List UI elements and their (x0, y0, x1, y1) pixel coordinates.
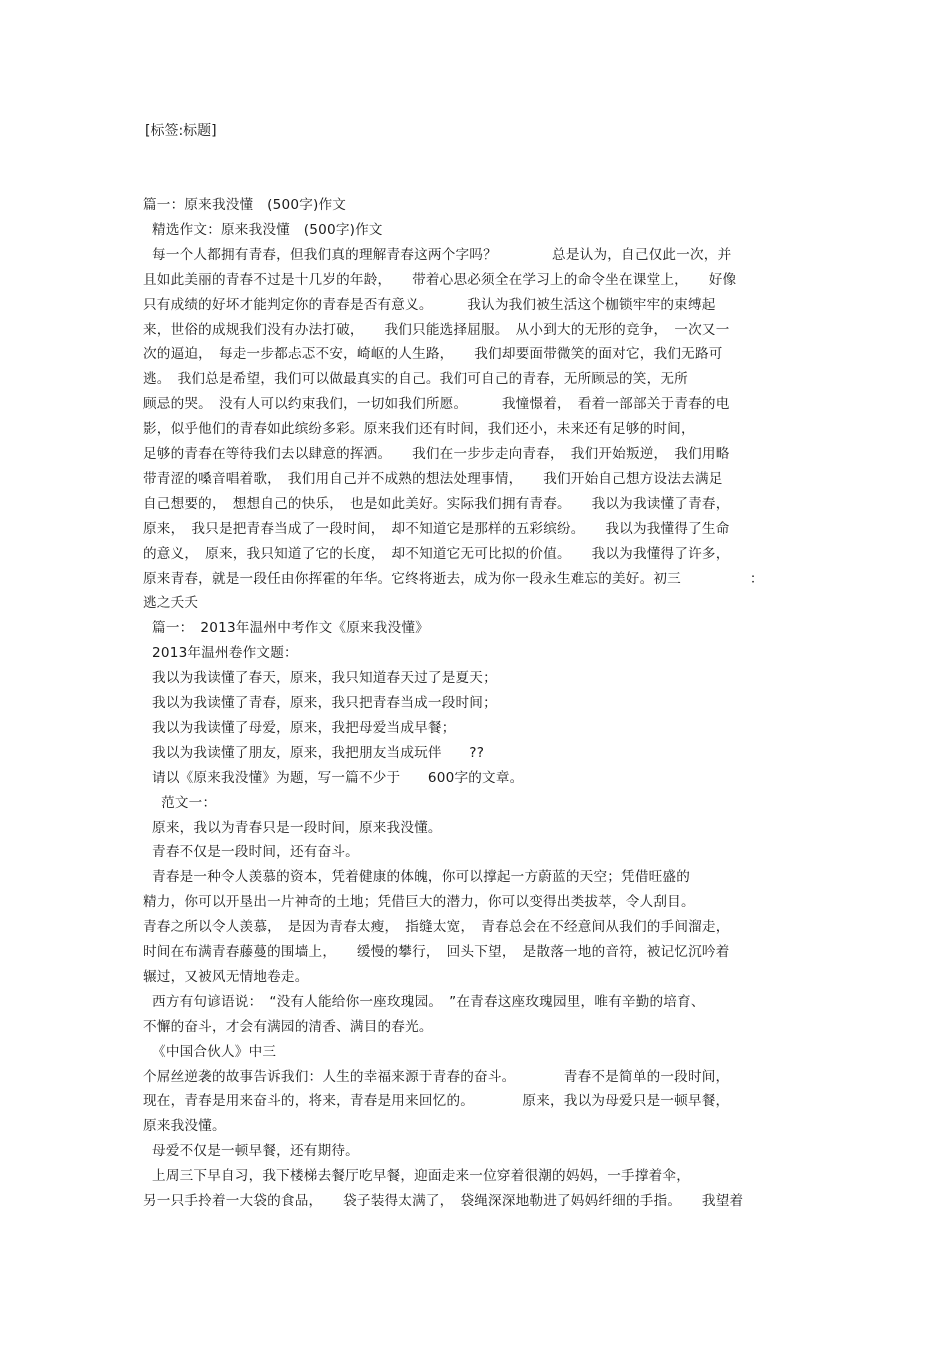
text-line: 影，似乎他们的青春如此缤纷多彩。原来我们还有时间，我们还小，未来还有足够的时间， (143, 421, 695, 438)
text-line: 母爱不仅是一顿早餐，还有期待。 (143, 1143, 359, 1160)
text-line: 逃。 我们总是希望，我们可以做最真实的自己。我们可自己的青春，无所顾忌的笑，无所 (143, 371, 688, 388)
text-line: 篇一： 2013年温州中考作文《原来我没懂》 (143, 620, 429, 637)
text-line: 《中国合伙人》中三 (143, 1043, 277, 1060)
text-line: 2013年温州卷作文题： (143, 645, 298, 662)
tag-label: [标签:标题] (145, 123, 217, 139)
text-line: 逃之夭夭 (143, 595, 199, 612)
text-line: 原来， 我只是把青春当成了一段时间， 却不知道它是那样的五彩缤纷。 我以为我懂得了生命 (143, 520, 730, 537)
text-line: 个屌丝逆袭的故事告诉我们：人生的幸福来源于青春的奋斗。 青春不是简单的一段时间， (143, 1068, 730, 1085)
text-line: 青春不仅是一段时间，还有奋斗。 (143, 844, 359, 861)
text-line: 青春之所以令人羡慕， 是因为青春太瘦， 指缝太宽， 青春总会在不经意间从我们的手间溜走， (143, 919, 730, 936)
text-line: 精选作文：原来我没懂 (500字)作文 (143, 221, 383, 238)
text-line: 顾忌的哭。 没有人可以约束我们，一切如我们所愿。 我憧憬着， 看着一部部关于青春的电 (143, 396, 730, 413)
text-line: 篇一：原来我没懂 (500字)作文 (143, 197, 347, 213)
text-line: 带青涩的嗓音唱着歌， 我们用自己并不成熟的想法处理事情， 我们开始自己想方设法去满足 (143, 470, 723, 487)
text-line: 不懈的奋斗，才会有满园的清香、满目的春光。 (143, 1018, 433, 1035)
text-line: 精力，你可以开垦出一片神奇的土地；凭借巨大的潜力，你可以变得出类拔萃，令人刮目。 (143, 894, 695, 911)
text-line: 我以为我读懂了母爱，原来，我把母爱当成早餐； (143, 719, 456, 736)
text-line: 且如此美丽的青春不过是十几岁的年龄， 带着心思必须全在学习上的命令坐在课堂上， 好像 (143, 271, 737, 288)
text-line: 我以为我读懂了青春，原来，我只把青春当成一段时间； (143, 695, 497, 711)
text-line: 我以为我读懂了春天，原来，我只知道春天过了是夏天； (143, 670, 497, 687)
text-line: 每一个人都拥有青春，但我们真的理解青春这两个字吗？ 总是认为，自己仅此一次，并 (143, 246, 732, 263)
text-line: 时间在布满青春藤蔓的围墙上， 缓慢的攀行， 回头下望， 是散落一地的音符，被记忆沉吟着 (143, 944, 730, 960)
text-line: 足够的青春在等待我们去以肆意的挥洒。 我们在一步步走向青春， 我们开始叛逆， 我们用略 (143, 446, 730, 462)
text-line: 现在，青春是用来奋斗的，将来，青春是用来回忆的。 原来，我以为母爱只是一顿早餐， (143, 1093, 730, 1110)
text-line: 我以为我读懂了朋友，原来，我把朋友当成玩伴 ?? (143, 744, 485, 761)
text-line: 请以《原来我没懂》为题，写一篇不少于 600字的文章。 (143, 769, 524, 786)
text-line: 来，世俗的成规我们没有办法打破， 我们只能选择屈服。 从小到大的无形的竞争， 一次又一 (143, 321, 730, 338)
text-line: 另一只手拎着一大袋的食品， 袋子装得太满了， 袋绳深深地勒进了妈妈纤细的手指。 我望着 (143, 1193, 744, 1209)
text-line: 自己想要的， 想想自己的快乐， 也是如此美好。实际我们拥有青春。 我以为我读懂了青春， (143, 495, 730, 512)
text-line: 原来我没懂。 (143, 1118, 226, 1135)
text-line: 只有成绩的好坏才能判定你的青春是否有意义。 我认为我们被生活这个枷锁牢牢的束缚起 (143, 296, 716, 313)
text-line: 西方有句谚语说： “没有人能给你一座玫瑰园。 ”在青春这座玫瑰园里，唯有辛勤的培育、 (143, 993, 705, 1010)
text-line: 上周三下早自习，我下楼梯去餐厅吃早餐，迎面走来一位穿着很潮的妈妈，一手撑着伞， (143, 1168, 690, 1185)
text-line: 原来青春，就是一段任由你挥霍的年华。它终将逝去，成为你一段永生难忘的美好。初三 ： (143, 570, 764, 587)
text-line: 的意义， 原来，我只知道了它的长度， 却不知道它无可比拟的价值。 我以为我懂得了许多， (143, 545, 730, 562)
text-line: 辗过，又被风无情地卷走。 (143, 968, 309, 985)
text-line: 范文一： (143, 794, 217, 811)
text-line: 次的逼迫， 每走一步都忐忑不安，崎岖的人生路， 我们却要面带微笑的面对它，我们无路可 (143, 346, 723, 363)
text-line: 青春是一种令人羡慕的资本，凭着健康的体魄，你可以撑起一方蔚蓝的天空；凭借旺盛的 (143, 869, 690, 886)
text-line: 原来，我以为青春只是一段时间，原来我没懂。 (143, 819, 442, 836)
